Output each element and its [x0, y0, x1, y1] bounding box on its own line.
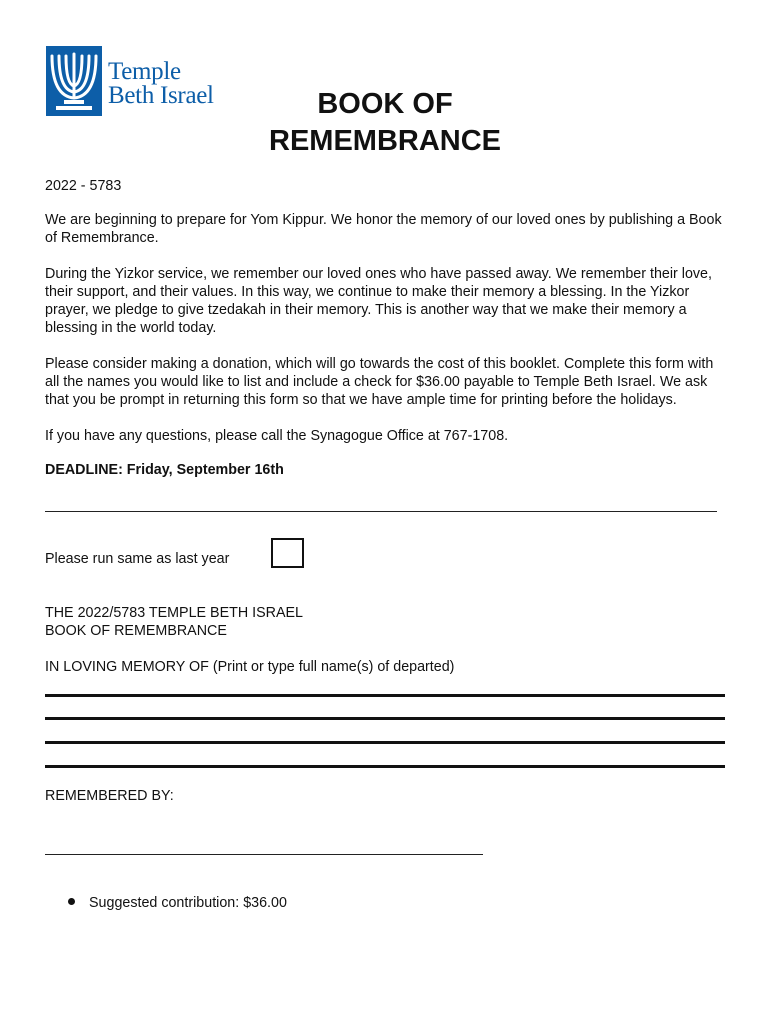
title-line-2: REMEMBRANCE: [269, 125, 501, 157]
section-divider: [45, 511, 717, 512]
remembered-by-label: REMEMBERED BY:: [45, 788, 174, 804]
yizkor-paragraph: During the Yizkor service, we remember our loved ones who have passed away. We remember their love, their support, and their values. In this way, we continue to make their memory a blessing. In the Yizkor prayer, we pledge to give tzedakah in their memory. This is another way that we make their memory a blessing in the world today.: [45, 266, 712, 336]
page-title: [240, 86, 530, 160]
suggested-contribution-text: Suggested contribution: $36.00: [89, 895, 287, 911]
book-heading-line-1: THE 2022/5783 TEMPLE BETH ISRAEL: [45, 605, 303, 621]
suggested-contribution-item: [68, 894, 287, 912]
name-entry-line[interactable]: [45, 741, 725, 744]
name-entry-line[interactable]: [45, 717, 725, 720]
donation-paragraph: Please consider making a donation, which will go towards the cost of this booklet. Complete this form with all the names you would like to list and include a check for $36.00 payable to Temple Beth Israel. We ask that you be prompt in returning this form so that we have ample time for printing before the holidays.: [45, 356, 714, 408]
logo-line-1: Temple: [108, 58, 181, 85]
logo-line-2: Beth Israel: [108, 82, 214, 109]
name-entry-line[interactable]: [45, 694, 725, 697]
intro-paragraph: We are beginning to prepare for Yom Kippur. We honor the memory of our loved ones by publishing a Book of Remembrance.: [45, 212, 722, 246]
in-loving-memory-label: IN LOVING MEMORY OF (Print or type full name(s) of departed): [45, 659, 455, 675]
title-line-1: BOOK OF: [317, 88, 453, 120]
remembered-by-entry-line[interactable]: [45, 854, 483, 855]
temple-logo: [46, 46, 246, 118]
questions-paragraph: If you have any questions, please call the Synagogue Office at 767-1708.: [45, 428, 509, 444]
same-as-last-year-checkbox[interactable]: [271, 538, 304, 568]
book-heading: [45, 604, 730, 640]
book-heading-line-2: BOOK OF REMEMBRANCE: [45, 623, 227, 639]
deadline-text: DEADLINE: Friday, September 16th: [45, 462, 284, 478]
bullet-icon: [68, 898, 75, 905]
logo-wordmark: [108, 60, 214, 108]
year-label: 2022 - 5783: [45, 178, 122, 194]
name-entry-line[interactable]: [45, 765, 725, 768]
same-as-last-year-label: Please run same as last year: [45, 551, 230, 567]
menorah-emblem-icon: [46, 46, 102, 116]
